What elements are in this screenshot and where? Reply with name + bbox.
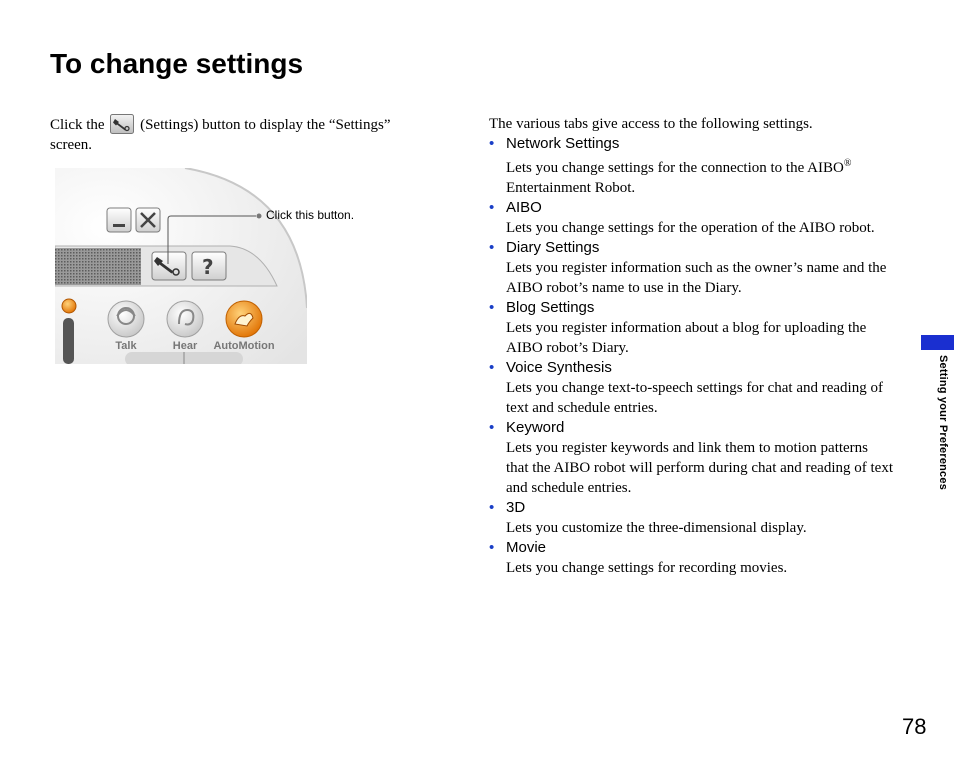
item-heading: Network Settings <box>506 135 620 152</box>
item-heading: 3D <box>506 499 526 516</box>
item-description: Lets you change settings for the operation of the AIBO robot. <box>506 220 875 236</box>
intro-paragraph <box>50 114 430 155</box>
list-item <box>489 134 893 198</box>
bullet-icon: • <box>489 419 495 436</box>
list-item <box>489 298 893 358</box>
item-description: Lets you change settings for the connection to the AIBO <box>506 160 844 176</box>
list-item <box>489 198 893 238</box>
bullet-icon: • <box>489 539 495 556</box>
item-heading: Voice Synthesis <box>506 359 612 376</box>
bullet-icon: • <box>489 359 495 376</box>
app-screenshot <box>55 168 307 364</box>
item-heading: Blog Settings <box>506 299 595 316</box>
list-item <box>489 498 893 538</box>
item-heading: Diary Settings <box>506 239 600 256</box>
svg-text:?: ? <box>202 255 214 279</box>
hear-button-label: Hear <box>172 340 198 352</box>
list-item <box>489 358 893 418</box>
wrench-icon <box>110 114 134 134</box>
page-number: 78 <box>902 714 927 739</box>
list-item <box>489 238 893 298</box>
item-description: Lets you change text-to-speech settings for chat and reading of text and schedule entries. <box>506 380 883 416</box>
item-heading: Movie <box>506 539 547 556</box>
bullet-icon: • <box>489 499 495 516</box>
item-description: Lets you change settings for recording movies. <box>506 560 788 576</box>
item-description: Lets you customize the three-dimensional display. <box>506 520 807 536</box>
item-description: Lets you register keywords and link them to motion patterns that the AIBO robot will perform during chat and reading of text and schedule entries. <box>506 440 893 496</box>
bullet-icon: • <box>489 239 495 256</box>
item-description: Lets you register information such as the owner’s name and the AIBO robot’s name to use in the Diary. <box>506 260 887 296</box>
item-description-tail: Entertainment Robot. <box>506 180 636 196</box>
bullet-icon: • <box>489 135 495 152</box>
registered-mark: ® <box>843 158 852 169</box>
list-item <box>489 538 893 578</box>
automotion-button-label: AutoMotion <box>213 340 275 352</box>
callout-label: Click this button. <box>266 208 355 222</box>
chapter-label: Setting your Preferences <box>937 355 949 491</box>
intro-text-after: (Settings) button to display the “Settings” screen. <box>50 117 391 153</box>
page-title: To change settings <box>50 48 304 79</box>
settings-lead: The various tabs give access to the following settings. <box>489 116 813 132</box>
list-item <box>489 418 893 498</box>
bullet-icon: • <box>489 299 495 316</box>
intro-text-before: Click the <box>50 117 105 133</box>
item-heading: AIBO <box>506 199 542 216</box>
settings-tabs-section <box>489 114 893 578</box>
item-heading: Keyword <box>506 419 565 436</box>
chapter-tab-marker <box>921 335 954 350</box>
talk-button-label: Talk <box>115 340 137 352</box>
item-description: Lets you register information about a blog for uploading the AIBO robot’s Diary. <box>506 320 867 356</box>
bullet-icon: • <box>489 199 495 216</box>
app-window-illustration <box>55 168 307 364</box>
